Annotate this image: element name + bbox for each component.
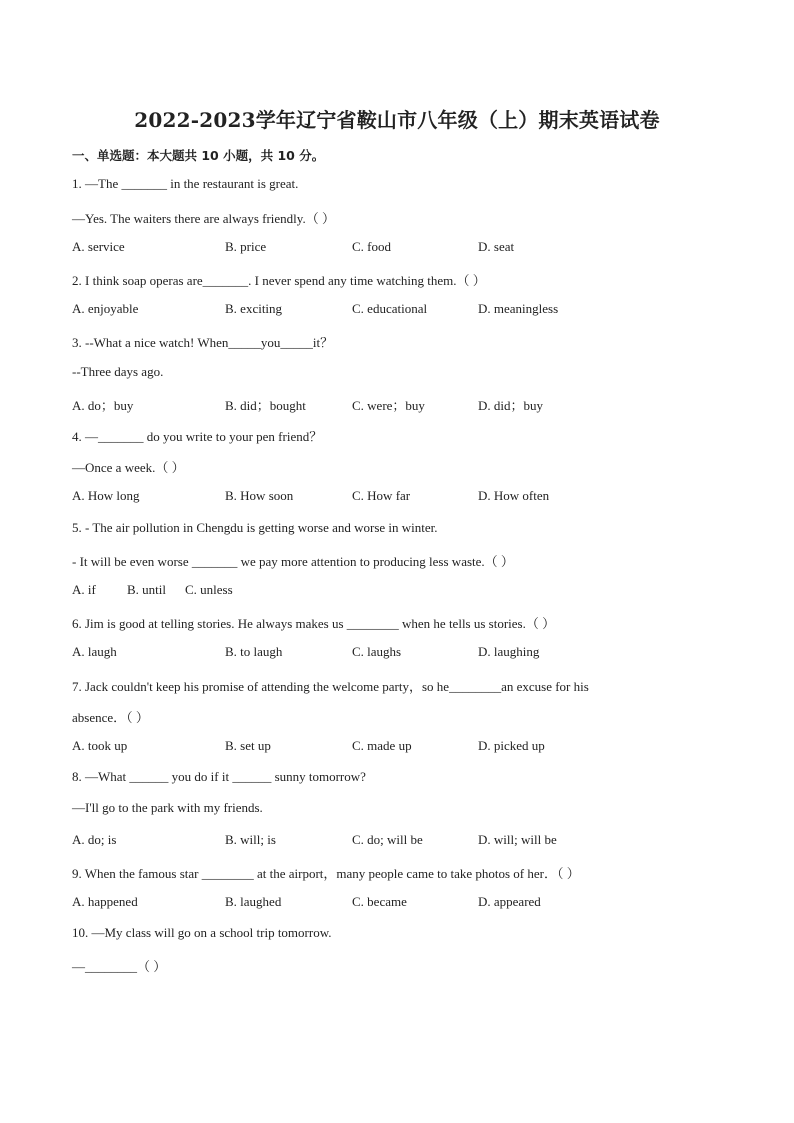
question-line: —Yes. The waiters there are always friendly.（ ） bbox=[72, 211, 335, 226]
question-stem: 8. —What ______ you do if it ______ sunny tomorrow? bbox=[72, 769, 366, 784]
answer-option: A. do; is bbox=[72, 832, 117, 847]
answer-option: D. picked up bbox=[478, 738, 545, 753]
answer-option: B. set up bbox=[225, 738, 271, 753]
answer-option: B. laughed bbox=[225, 894, 282, 909]
answer-option: C. How far bbox=[352, 488, 411, 503]
answer-option: C. were；buy bbox=[352, 398, 425, 413]
question-stem: 4. —_______ do you write to your pen friend？ bbox=[72, 429, 323, 444]
answer-option: A. took up bbox=[72, 738, 128, 753]
answer-option: D. meaningless bbox=[478, 301, 559, 316]
question-stem: 3. --What a nice watch! When_____you_____it？ bbox=[72, 335, 334, 350]
answer-option: C. food bbox=[352, 239, 391, 254]
answer-option: A. do；buy bbox=[72, 398, 134, 413]
answer-option: C. made up bbox=[352, 738, 412, 753]
page-title: 2022-2023学年辽宁省鞍山市八年级（上）期末英语试卷 bbox=[134, 108, 660, 132]
question-stem: 5. - The air pollution in Chengdu is getting worse and worse in winter. bbox=[72, 520, 438, 535]
answer-option: C. unless bbox=[185, 582, 233, 597]
answer-option: D. laughing bbox=[478, 644, 540, 659]
answer-option: D. How often bbox=[478, 488, 550, 503]
question-stem: 9. When the famous star ________ at the airport，many people came to take photos of her．（ ） bbox=[72, 866, 580, 881]
question-line: --Three days ago. bbox=[72, 364, 164, 379]
question-stem: 10. —My class will go on a school trip tomorrow. bbox=[72, 925, 332, 940]
answer-option: B. will; is bbox=[225, 832, 276, 847]
answer-option: D. will; will be bbox=[478, 832, 557, 847]
answer-option: B. to laugh bbox=[225, 644, 283, 659]
answer-option: D. seat bbox=[478, 239, 515, 254]
answer-option: A. How long bbox=[72, 488, 140, 503]
answer-option: A. happened bbox=[72, 894, 138, 909]
section-heading: 一、单选题：本大题共 10 小题，共 10 分。 bbox=[72, 148, 325, 163]
answer-option: C. laughs bbox=[352, 644, 402, 659]
answer-option: B. How soon bbox=[225, 488, 294, 503]
answer-option: D. did；buy bbox=[478, 398, 544, 413]
answer-option: C. became bbox=[352, 894, 407, 909]
answer-option: A. service bbox=[72, 239, 125, 254]
question-stem: 6. Jim is good at telling stories. He always makes us ________ when he tells us stories.（ ） bbox=[72, 616, 556, 631]
question-stem: 7. Jack couldn't keep his promise of attending the welcome party，so he________an excuse for his bbox=[72, 679, 589, 694]
answer-option: D. appeared bbox=[478, 894, 541, 909]
answer-option: A. if bbox=[72, 582, 96, 597]
answer-option: A. enjoyable bbox=[72, 301, 139, 316]
question-stem: 2. I think soap operas are_______. I never spend any time watching them.（ ） bbox=[72, 273, 486, 288]
answer-option: B. price bbox=[225, 239, 267, 254]
answer-option: C. educational bbox=[352, 301, 428, 316]
question-line: —________（ ） bbox=[72, 959, 167, 974]
answer-option: B. exciting bbox=[225, 301, 283, 316]
answer-option: A. laugh bbox=[72, 644, 117, 659]
answer-option: C. do; will be bbox=[352, 832, 423, 847]
answer-option: B. did；bought bbox=[225, 398, 306, 413]
question-line: —I'll go to the park with my friends. bbox=[72, 800, 263, 815]
answer-option: B. until bbox=[127, 582, 167, 597]
question-line: - It will be even worse _______ we pay more attention to producing less waste.（ ） bbox=[72, 554, 514, 569]
question-line: absence．（ ） bbox=[72, 710, 149, 725]
question-line: —Once a week.（ ） bbox=[72, 460, 185, 475]
question-stem: 1. —The _______ in the restaurant is great. bbox=[72, 176, 299, 191]
